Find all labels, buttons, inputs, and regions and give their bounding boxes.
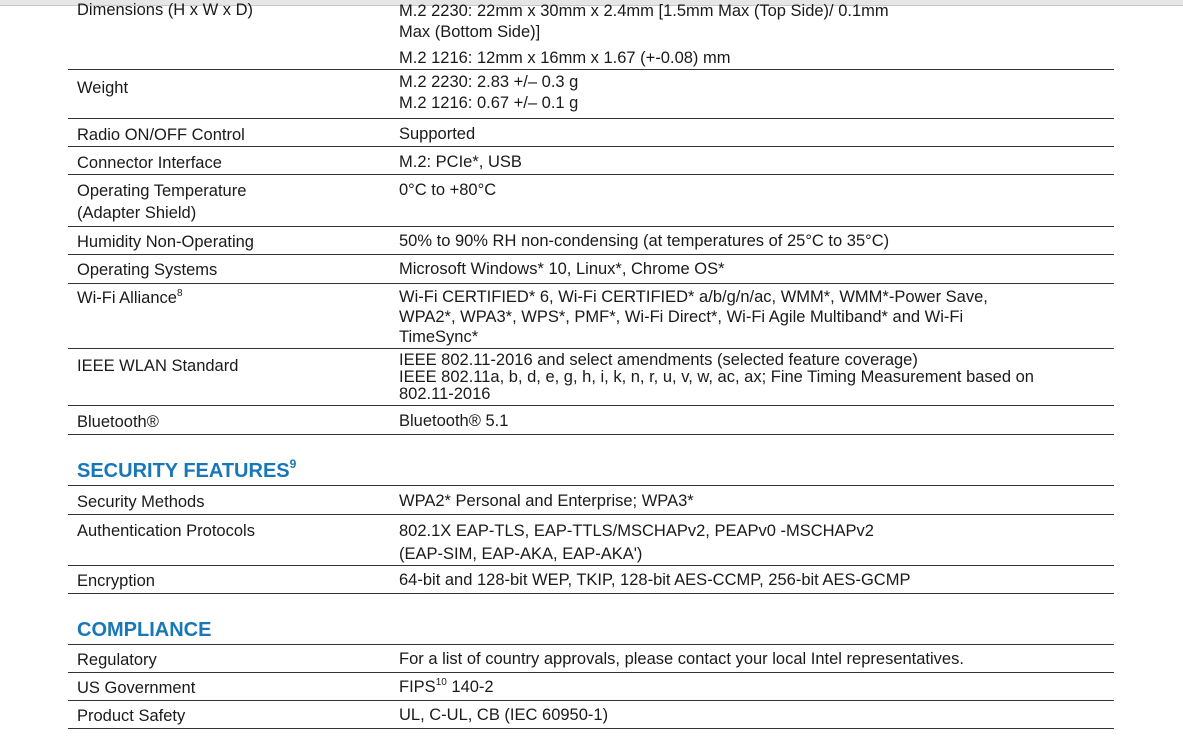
spec-document [68,0,1114,729]
value-line: UL, C-UL, CB (IEC 60950-1) [399,706,609,724]
value-line: (EAP-SIM, EAP-AKA, EAP-AKA') [399,545,643,563]
footnote-ref: 8 [176,287,183,299]
value-line: 50% to 90% RH non-condensing (at temperatures of 25°C to 35°C) [399,232,890,250]
table-row [68,515,1114,566]
label-line: (Adapter Shield) [77,204,197,222]
row-value [399,352,1114,405]
row-value [399,72,1114,118]
row-label: Dimensions (H x W x D) [77,1,254,19]
row-label: Product Safety [77,707,186,725]
table-row [68,284,1114,349]
table-row [68,175,1114,227]
section-title: SECURITY FEATURES [77,460,290,482]
value-line: IEEE 802.11a, b, d, e, g, h, i, k, n, r, u, v, w, ac, ax; Fine Timing Measurement based on [399,368,1034,386]
row-value [399,180,1114,226]
row-value [399,259,1114,283]
value-line: TimeSync* [399,328,479,346]
row-label [68,287,399,348]
table-row [68,227,1114,255]
value-line: Microsoft Windows* 10, Linux*, Chrome OS* [399,260,725,278]
table-row [68,406,1114,435]
table-row [68,255,1114,284]
row-value [399,1,1114,69]
row-value [399,287,1114,348]
table-row [68,147,1114,175]
value-line: WPA2*, WPA3*, WPS*, PMF*, Wi-Fi Direct*, Wi-Fi Agile Multiband* and Wi-Fi [399,308,964,326]
table-row [68,70,1114,119]
value-text: 140-2 [446,678,494,696]
table-row [68,701,1114,729]
row-label: Encryption [77,572,155,590]
row-label: Bluetooth® [77,413,159,431]
value-line: Supported [399,125,476,143]
row-label: Operating Systems [77,261,218,279]
value-line: 64-bit and 128-bit WEP, TKIP, 128-bit AES-CCMP, 256-bit AES-GCMP [399,571,911,589]
row-label: Humidity Non-Operating [77,233,254,251]
row-label: Security Methods [77,493,205,511]
footnote-ref: 9 [289,457,297,472]
label-line: Operating Temperature [77,182,247,200]
value-line: For a list of country approvals, please contact your local Intel representatives. [399,650,964,668]
value-line: M.2 1216: 0.67 +/– 0.1 g [399,94,579,112]
table-row [68,349,1114,406]
section-heading-compliance [68,616,1114,645]
value-line: 0°C to +80°C [399,181,497,199]
row-label: Weight [77,79,129,97]
value-line: IEEE 802.11-2016 and select amendments (selected feature coverage) [399,351,918,369]
row-value [399,649,1114,672]
table-row [68,673,1114,701]
value-line: 802.1X EAP-TLS, EAP-TTLS/MSCHAPv2, PEAPv0 -MSCHAPv2 [399,522,874,540]
row-label-text: Wi-Fi Alliance [77,289,177,307]
row-value [399,124,1114,146]
table-row [68,0,1114,70]
value-line: Bluetooth® 5.1 [399,412,509,430]
section-title: COMPLIANCE [77,619,212,641]
row-value [399,411,1114,434]
row-label: Connector Interface [77,154,222,172]
table-row [68,119,1114,147]
value-line: M.2: PCIe*, USB [399,153,522,171]
value-line: Wi-Fi CERTIFIED* 6, Wi-Fi CERTIFIED* a/b/g/n/ac, WMM*, WMM*-Power Save, [399,288,988,306]
row-label: Radio ON/OFF Control [77,126,245,144]
row-value [399,491,1114,514]
value-line: M.2 2230: 22mm x 30mm x 2.4mm [1.5mm Max (Top Side)/ 0.1mm [399,2,889,20]
row-label: Authentication Protocols [77,522,255,540]
footnote-ref: 10 [435,676,447,688]
value-text: FIPS [399,678,436,696]
row-value [399,520,1114,565]
row-value [399,677,1114,700]
row-label: IEEE WLAN Standard [77,357,239,375]
row-value [399,152,1114,174]
value-line: M.2 2230: 2.83 +/– 0.3 g [399,73,579,91]
value-line: M.2 1216: 12mm x 16mm x 1.67 (+-0.08) mm [399,49,731,67]
table-row [68,566,1114,594]
row-value [399,570,1114,593]
value-line: 802.11-2016 [399,385,491,403]
row-label: Regulatory [77,651,157,669]
value-line: Max (Bottom Side)] [399,23,541,41]
table-row [68,486,1114,515]
row-value [399,705,1114,728]
table-row [68,645,1114,673]
row-label: US Government [77,679,196,697]
row-label [68,180,399,226]
value-line: WPA2* Personal and Enterprise; WPA3* [399,492,694,510]
row-value [399,231,1114,254]
section-heading-security [68,457,1114,486]
